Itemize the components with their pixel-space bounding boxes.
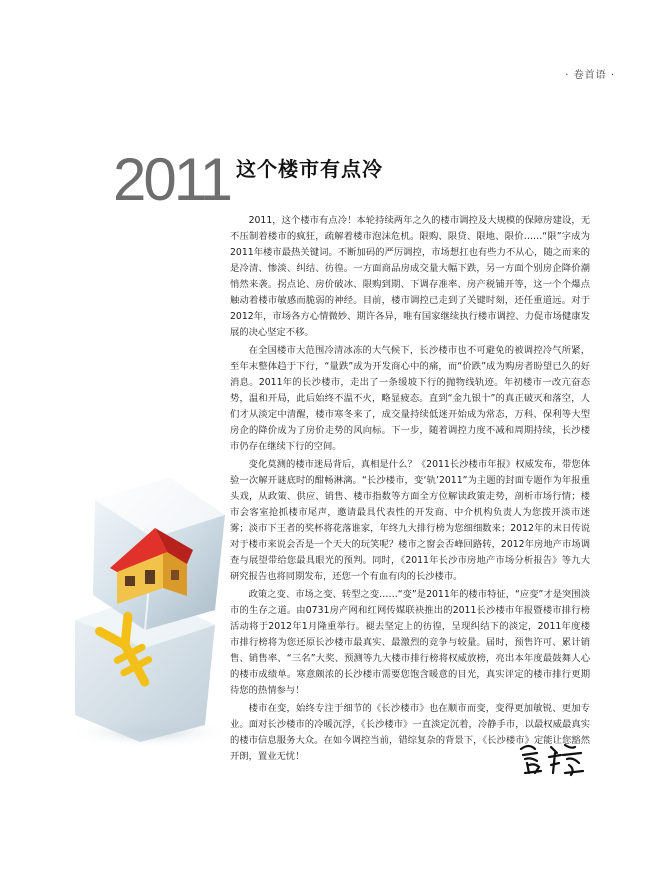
title-headline: 这个楼市有点冷 <box>236 157 384 181</box>
article-body <box>230 213 590 767</box>
article-paragraph: 在全国楼市大范围冷清冰冻的大气候下，长沙楼市也不可避免的被调控冷气所紧，至年末整体趋于下行，“量跌”成为开发商心中的痛，而“价跌”成为购房者盼望已久的好消息。2011年的长沙楼市，走出了一条缓坡下行的抛物线轨迹。年初楼市一改亢奋态势，温和开局，此后始终不温不火，略显疲态。直到“金九银十”的真正破灭和落空，人们才从淡定中清醒，楼市寒冬来了，成交量持续低迷开始成为常态，万科、保利等大型房企的降价成为了房价走势的风向标。下一步，随着调控力度不减和周期持续，长沙楼市仍存在继续下行的空间。 <box>230 345 590 452</box>
article-paragraph: 变化莫测的楼市迷局背后，真相是什么？《2011长沙楼市年报》权威发布，带您体验一次解开谜底时的酣畅淋漓。“长沙楼市，变‘轨’2011”为主题的封面专题作为年报重头戏，从政策、供应、销售、楼市指数等方面全方位解读政策走势，剖析市场行情；楼市会客室抢抓楼市尾声，邀请最具代表性的开发商、中介机构负责人为您拨开淡市迷雾；淡市下王者的奖杯将花落谁家，年终九大排行榜为您细细数来；2012年的末日传说对于楼市来说会否是一个天大的玩笑呢？楼市之窗会否峰回路转，2012年房地产市场调查与展望带给您最具眼光的预判。同时，《2011年长沙市房地产市场分析报告》等九大研究报告也将同期发布，还您一个有血有肉的长沙楼市。 <box>230 459 590 582</box>
page-title <box>113 138 384 213</box>
title-year: 2011 <box>113 146 231 213</box>
handwritten-signature <box>515 739 587 779</box>
house-in-ice-cube-icon <box>55 470 230 750</box>
section-label: · 卷首语 · <box>565 70 615 81</box>
article-paragraph: 楼市在变，始终专注于细节的《长沙楼市》也在顺市而变，变得更加敏锐、更加专业。面对长沙楼市的冷暖沉浮，《长沙楼市》一直淡定沉着，冷静手市，以最权威最真实的楼市信息服务大众。在如今调控当前，错综复杂的背景下，《长沙楼市》定能让您豁然开朗，置业无忧！ <box>230 703 590 762</box>
article-paragraph: 2011，这个楼市有点冷！本轮持续两年之久的楼市调控及大规模的保障房建设，无不压制着楼市的疯狂，疏解着楼市泡沫危机。限购、限贷、限地、限价……“限”字成为2011年楼市最热关键词。不断加码的严厉调控，市场想扛也有些力不从心，随之而来的是冷清、惨淡、纠结、彷徨。一方面商品房成交量大幅下跌，另一方面个别房企降价潮悄然来袭。拐点论、房价破冰、限购到期、下调存准率、房产税铺开等，这一个个爆点触动着楼市敏感而脆弱的神经。目前，楼市调控已走到了关键时刻，还任重道远。对于2012年，市场各方心情微妙、期许各异，唯有国家继续执行楼市调控、力促市场健康发展的决心坚定不移。 <box>230 215 590 338</box>
article-paragraph: 政策之变、市场之变、转型之变……“变”是2011年的楼市特征，“应变”才是突围淡市的生存之道。由0731房产网和红网传媒联袂推出的2011长沙楼市年报暨楼市排行榜活动将于2012年1月隆重举行。褪去坚定上的彷徨，呈现纠结下的淡定，2011年度楼市排行榜将为您还原长沙楼市最真实、最激烈的竞争与较量。届时，预售许可、累计销售、销售率、“三名”大奖、预测等九大楼市排行榜将权威放榜，亮出本年度最鼓舞人心的楼市成绩单。寒意颇浓的长沙楼市需要您饱含暖意的目光，真实评定的楼市排行更期待您的热情参与！ <box>230 589 590 696</box>
